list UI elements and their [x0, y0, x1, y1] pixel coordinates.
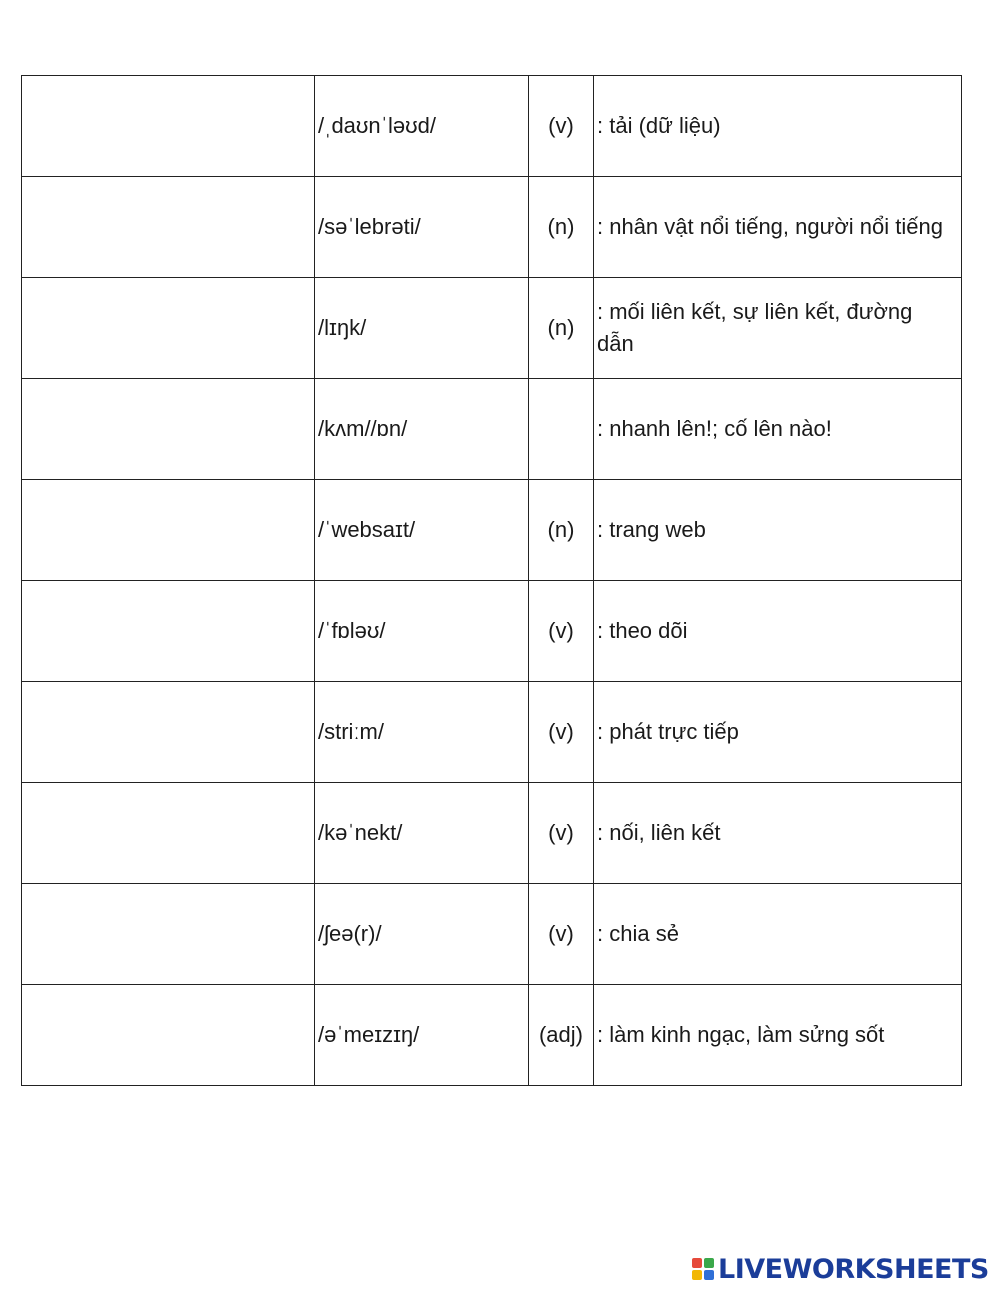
part-of-speech-cell: (v) [529, 783, 594, 884]
meaning-cell: : mối liên kết, sự liên kết, đường dẫn [594, 278, 962, 379]
word-answer-field[interactable] [22, 985, 314, 1085]
ipa-cell: /striːm/ [315, 682, 529, 783]
ipa-cell: /kʌm//ɒn/ [315, 379, 529, 480]
meaning-cell: : nối, liên kết [594, 783, 962, 884]
word-answer-field[interactable] [22, 76, 314, 176]
word-answer-field[interactable] [22, 682, 314, 782]
ipa-cell: /ʃeə(r)/ [315, 884, 529, 985]
vocabulary-table-body [22, 76, 962, 1086]
word-answer-field[interactable] [22, 278, 314, 378]
word-answer-field[interactable] [22, 783, 314, 883]
word-answer-cell[interactable] [22, 177, 315, 278]
word-answer-cell[interactable] [22, 682, 315, 783]
part-of-speech-cell: (n) [529, 278, 594, 379]
vocab-row [22, 985, 962, 1086]
word-answer-cell[interactable] [22, 480, 315, 581]
vocab-row [22, 682, 962, 783]
word-answer-cell[interactable] [22, 278, 315, 379]
word-answer-cell[interactable] [22, 581, 315, 682]
meaning-cell: : làm kinh ngạc, làm sửng sốt [594, 985, 962, 1086]
meaning-cell: : tải (dữ liệu) [594, 76, 962, 177]
vocabulary-table [21, 75, 962, 1086]
ipa-cell: /səˈlebrəti/ [315, 177, 529, 278]
vocab-row [22, 379, 962, 480]
vocab-row [22, 76, 962, 177]
vocab-row [22, 480, 962, 581]
part-of-speech-cell: (v) [529, 884, 594, 985]
ipa-cell: /ˌdaʊnˈləʊd/ [315, 76, 529, 177]
ipa-cell: /ˈfɒləʊ/ [315, 581, 529, 682]
word-answer-field[interactable] [22, 177, 314, 277]
ipa-cell: /ˈwebsaɪt/ [315, 480, 529, 581]
part-of-speech-cell [529, 379, 594, 480]
word-answer-cell[interactable] [22, 985, 315, 1086]
part-of-speech-cell: (v) [529, 682, 594, 783]
logo-square [704, 1270, 714, 1280]
logo-square [704, 1258, 714, 1268]
word-answer-cell[interactable] [22, 783, 315, 884]
liveworksheets-logo-icon [692, 1258, 714, 1280]
meaning-cell: : phát trực tiếp [594, 682, 962, 783]
meaning-cell: : nhanh lên!; cố lên nào! [594, 379, 962, 480]
ipa-cell: /kəˈnekt/ [315, 783, 529, 884]
liveworksheets-brand [692, 1254, 989, 1284]
word-answer-field[interactable] [22, 480, 314, 580]
meaning-cell: : chia sẻ [594, 884, 962, 985]
vocab-row [22, 177, 962, 278]
logo-square [692, 1258, 702, 1268]
part-of-speech-cell: (v) [529, 581, 594, 682]
vocab-row [22, 581, 962, 682]
ipa-cell: /əˈmeɪzɪŋ/ [315, 985, 529, 1086]
part-of-speech-cell: (n) [529, 480, 594, 581]
word-answer-cell[interactable] [22, 884, 315, 985]
vocab-row [22, 884, 962, 985]
word-answer-field[interactable] [22, 884, 314, 984]
part-of-speech-cell: (adj) [529, 985, 594, 1086]
brand-name: LIVEWORKSHEETS [718, 1253, 989, 1285]
meaning-cell: : trang web [594, 480, 962, 581]
vocab-row [22, 278, 962, 379]
word-answer-cell[interactable] [22, 379, 315, 480]
part-of-speech-cell: (v) [529, 76, 594, 177]
part-of-speech-cell: (n) [529, 177, 594, 278]
logo-square [692, 1270, 702, 1280]
word-answer-field[interactable] [22, 379, 314, 479]
vocab-row [22, 783, 962, 884]
meaning-cell: : nhân vật nổi tiếng, người nổi tiếng [594, 177, 962, 278]
meaning-cell: : theo dõi [594, 581, 962, 682]
ipa-cell: /lɪŋk/ [315, 278, 529, 379]
word-answer-field[interactable] [22, 581, 314, 681]
word-answer-cell[interactable] [22, 76, 315, 177]
